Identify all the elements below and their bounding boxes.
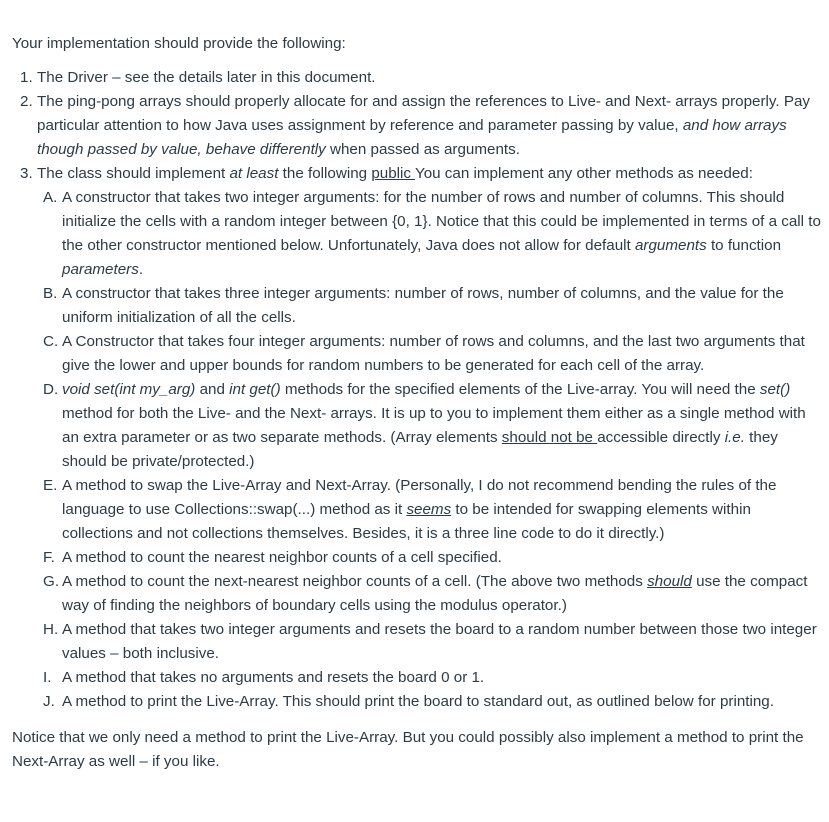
method-item	[37, 378, 822, 474]
item-letter: A.	[43, 189, 58, 206]
method-item	[37, 570, 822, 618]
item-letter: G.	[43, 573, 60, 590]
item-letter: C.	[43, 333, 59, 350]
text-run: A method to count the next-nearest neighbor counts of a cell. (The above two methods	[62, 573, 648, 590]
method-text	[62, 618, 822, 666]
underlined-text: public	[371, 165, 415, 182]
method-item	[37, 690, 822, 714]
text-run: .	[138, 261, 144, 278]
method-item	[37, 666, 822, 690]
emphasized-text: seems	[406, 501, 452, 518]
emphasized-text: should	[647, 573, 692, 590]
method-item	[37, 282, 822, 330]
text-run: the following	[278, 165, 372, 182]
emphasized-text: i.e.	[724, 429, 745, 446]
item-number: 2.	[20, 93, 33, 110]
method-text	[62, 570, 822, 618]
method-item	[37, 618, 822, 666]
emphasized-text: arguments	[634, 237, 707, 254]
method-item	[37, 474, 822, 546]
emphasized-text: int get()	[229, 381, 281, 398]
item-letter: D.	[43, 381, 59, 398]
text-run: accessible directly	[597, 429, 725, 446]
text-run: methods for the specified elements of the Live-array. You will need the	[280, 381, 760, 398]
text-run: A constructor that takes two integer arguments: for the number of rows and number of columns. This should initialize the cells with a random integer between {0, 1}. Notice that this could be implemented in terms of a call to the other constructor mentioned below. Unfortunately, Java does not allow for default	[62, 189, 821, 254]
text-run: they should be private/protected.)	[62, 429, 778, 470]
method-text	[62, 690, 822, 714]
text-run: to be intended for swapping elements within collections and not collections themselves. Besides, it is a three line code to do it directly.)	[62, 501, 751, 542]
item-text	[37, 162, 822, 186]
item-number: 1.	[20, 69, 33, 86]
method-item	[37, 330, 822, 378]
item-number: 3.	[20, 165, 33, 182]
item-letter: J.	[43, 693, 55, 710]
text-run: method for both the Live- and the Next- arrays. It is up to you to implement them either as a single method with an extra parameter or as two separate methods. (Array elements	[62, 405, 806, 446]
item-text	[37, 66, 822, 90]
item-letter: F.	[43, 549, 55, 566]
method-text	[62, 546, 822, 570]
emphasized-text: at least	[229, 165, 279, 182]
text-run: You can implement any other methods as needed:	[414, 165, 753, 182]
method-text	[62, 330, 822, 378]
text-run: A method that takes two integer arguments and resets the board to a random number between those two integer values – both inclusive.	[62, 621, 817, 662]
text-run: A method that takes no arguments and resets the board 0 or 1.	[62, 669, 485, 686]
text-run: A method to print the Live-Array. This should print the board to standard out, as outlined below for printing.	[62, 693, 774, 710]
item-letter: E.	[43, 477, 58, 494]
text-run: The class should implement	[37, 165, 230, 182]
text-run: and	[195, 381, 230, 398]
text-run: A constructor that takes three integer arguments: number of rows, number of columns, and the value for the uniform initialization of all the cells.	[62, 285, 784, 326]
emphasized-text: and how arrays though passed by value, behave differently	[37, 117, 787, 158]
text-run: to function	[706, 237, 782, 254]
text-run: use the compact way of finding the neighbors of boundary cells using the modulus operator.)	[62, 573, 808, 614]
emphasized-text: void set(int my_arg)	[62, 381, 196, 398]
method-text	[62, 186, 822, 282]
method-text	[62, 282, 822, 330]
text-run: A method to count the nearest neighbor counts of a cell specified.	[62, 549, 502, 566]
requirement-item	[12, 90, 822, 162]
item-letter: I.	[43, 669, 52, 686]
method-item	[37, 186, 822, 282]
requirement-item	[12, 162, 822, 714]
intro-paragraph: Your implementation should provide the following:	[12, 35, 346, 52]
method-text	[62, 378, 822, 474]
text-run: A method to swap the Live-Array and Next-Array. (Personally, I do not recommend bending the rules of the language to use Collections::swap(...) method as it	[62, 477, 777, 518]
item-text	[37, 90, 822, 162]
item-letter: B.	[43, 285, 58, 302]
text-run: The Driver – see the details later in this document.	[37, 69, 376, 86]
method-text	[62, 666, 822, 690]
requirement-item	[12, 66, 822, 90]
outro-paragraph: Notice that we only need a method to print the Live-Array. But you could possibly also implement a method to print the Next-Array as well – if you like.	[12, 729, 804, 770]
method-sublist	[37, 186, 822, 714]
item-letter: H.	[43, 621, 59, 638]
text-run: when passed as arguments.	[325, 141, 520, 158]
method-text	[62, 474, 822, 546]
emphasized-text: parameters	[62, 261, 139, 278]
text-run: The ping-pong arrays should properly allocate for and assign the references to Live- and Next- arrays properly. Pay particular attention to how Java uses assignment by reference and parameter passing by value,	[37, 93, 810, 134]
text-run: A Constructor that takes four integer arguments: number of rows and columns, and the last two arguments that give the lower and upper bounds for random numbers to be generated for each cell of the array.	[62, 333, 805, 374]
requirements-list	[12, 66, 822, 714]
method-item	[37, 546, 822, 570]
emphasized-text: set()	[759, 381, 791, 398]
underlined-text: should not be	[501, 429, 598, 446]
